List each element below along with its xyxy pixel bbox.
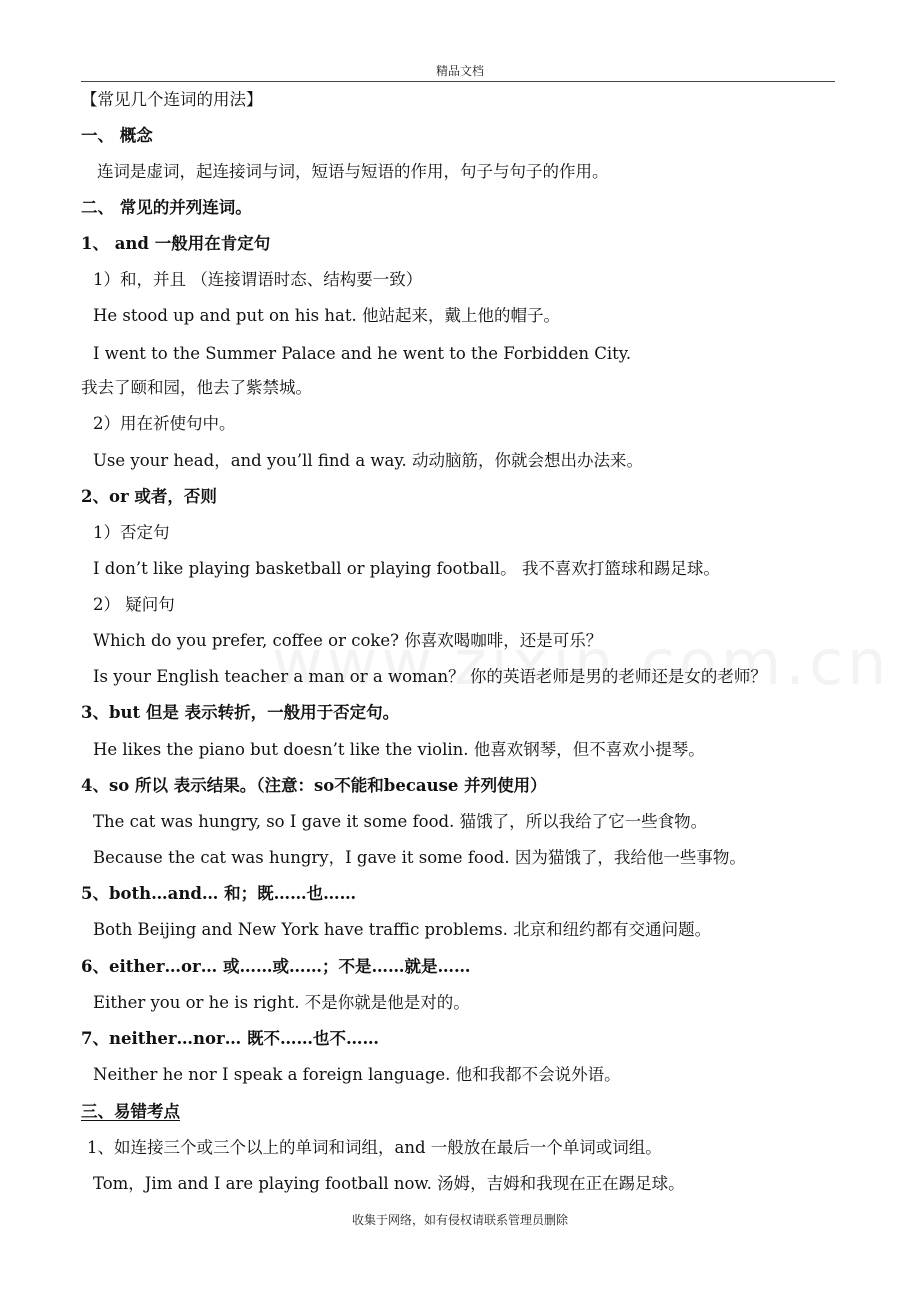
- example-sentence: I went to the Summer Palace and he went to the Forbidden City.: [93, 344, 632, 363]
- page-footer: 收集于网络，如有侵权请联系管理员删除: [351, 1213, 568, 1227]
- subitem: 1）和，并且 （连接谓语时态、结构要一致）: [93, 270, 423, 289]
- example-translation: 我去了颐和园，他去了紫禁城。: [81, 378, 312, 397]
- example-sentence: Is your English teacher a man or a woman？ 你的英语老师是男的老师还是女的老师？: [93, 667, 767, 686]
- item-heading-either-or: 6、either…or… 或……或……；不是……就是……: [81, 957, 471, 976]
- example-sentence: The cat was hungry, so I gave it some food. 猫饿了，所以我给了它一些食物。: [93, 812, 708, 831]
- item-heading-both-and: 5、both…and… 和；既……也……: [81, 884, 357, 903]
- example-sentence: Both Beijing and New York have traffic problems. 北京和纽约都有交通问题。: [93, 920, 712, 939]
- rule-item: 1、如连接三个或三个以上的单词和词组，and 一般放在最后一个单词或词组。: [87, 1138, 662, 1157]
- example-sentence: He likes the piano but doesn’t like the violin. 他喜欢钢琴，但不喜欢小提琴。: [93, 740, 705, 759]
- item-heading-neither-nor: 7、neither…nor… 既不……也不……: [81, 1029, 379, 1048]
- section-heading-coordinating: 二、 常见的并列连词。: [81, 198, 252, 217]
- item-heading-and: 1、 and 一般用在肯定句: [81, 234, 271, 253]
- document-title: 【常见几个连词的用法】: [81, 90, 263, 109]
- subitem: 1）否定句: [93, 523, 170, 542]
- item-heading-so: 4、so 所以 表示结果。（注意：so不能和because 并列使用）: [81, 776, 547, 795]
- page-header: 精品文档: [435, 64, 484, 78]
- example-sentence: Which do you prefer, coffee or coke? 你喜欢喝咖啡，还是可乐？: [93, 631, 603, 650]
- item-heading-but: 3、but 但是 表示转折，一般用于否定句。: [81, 703, 400, 722]
- section-heading-pitfalls: 三、易错考点: [81, 1102, 180, 1121]
- header-rule: [81, 81, 835, 82]
- section-heading-concept: 一、 概念: [81, 126, 153, 145]
- example-sentence: Tom，Jim and I are playing football now. 汤姆，吉姆和我现在正在踢足球。: [93, 1174, 685, 1193]
- example-sentence: Use your head，and you’ll find a way. 动动脑筋，你就会想出办法来。: [93, 451, 643, 470]
- paragraph: 连词是虚词，起连接词与词，短语与短语的作用，句子与句子的作用。: [97, 162, 609, 181]
- subitem: 2） 疑问句: [93, 595, 175, 614]
- example-sentence: Neither he nor I speak a foreign language. 他和我都不会说外语。: [93, 1065, 621, 1084]
- example-sentence: Either you or he is right. 不是你就是他是对的。: [93, 993, 470, 1012]
- item-heading-or: 2、or 或者，否则: [81, 487, 217, 506]
- example-sentence: I don’t like playing basketball or playing football。 我不喜欢打篮球和踢足球。: [93, 559, 720, 578]
- subitem: 2）用在祈使句中。: [93, 414, 236, 433]
- example-sentence: Because the cat was hungry，I gave it some food. 因为猫饿了，我给他一些事物。: [93, 848, 746, 867]
- example-sentence: He stood up and put on his hat. 他站起来，戴上他的帽子。: [93, 306, 560, 325]
